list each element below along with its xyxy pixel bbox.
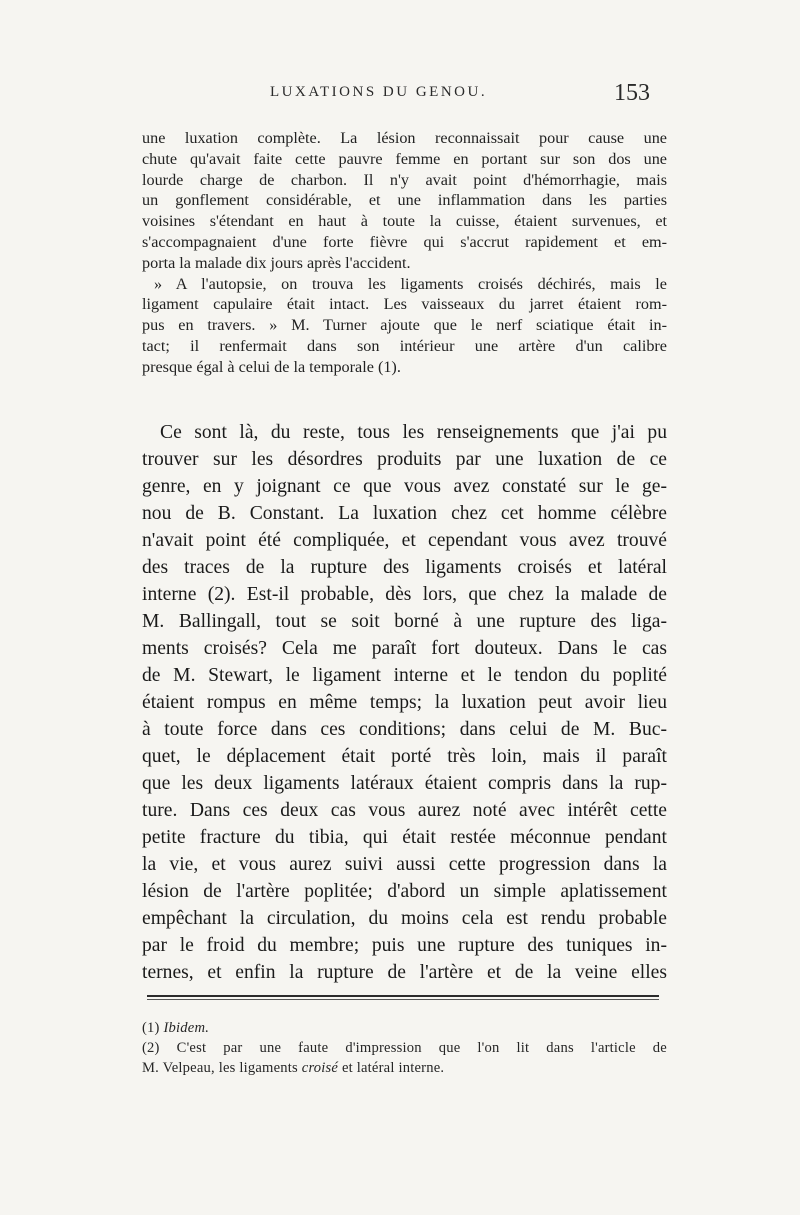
text-line: Ce sont là, du reste, tous les renseignements que j'ai pu bbox=[160, 422, 667, 443]
running-head bbox=[0, 80, 800, 110]
quoted-paragraph bbox=[142, 128, 667, 378]
text-line: de M. Stewart, le ligament interne et le tendon du poplité bbox=[142, 665, 667, 686]
text-line: chute qu'avait faite cette pauvre femme en portant sur son dos une bbox=[142, 149, 667, 168]
main-paragraph bbox=[142, 419, 667, 986]
text-line: pus en travers. » M. Turner ajoute que le nerf sciatique était in- bbox=[142, 316, 667, 335]
text-line: s'accompagnaient d'une forte fièvre qui s'accrut rapidement et em- bbox=[142, 232, 667, 251]
text-line: ligament capulaire était intact. Les vaisseaux du jarret étaient rom- bbox=[142, 295, 667, 314]
footnote-2 bbox=[142, 1038, 667, 1058]
text-line: la vie, et vous aurez suivi aussi cette progression dans la bbox=[142, 854, 667, 875]
text-line: ments croisés? Cela me paraît fort douteux. Dans le cas bbox=[142, 638, 667, 659]
footnote-divider-thin bbox=[147, 999, 659, 1000]
footnote-text: C'est par une faute d'impression que l'on lit dans l'article de bbox=[176, 1040, 667, 1056]
footnote-emphasis: croisé bbox=[301, 1060, 339, 1076]
text-line: lésion de l'artère poplitée; d'abord un simple aplatissement bbox=[142, 881, 667, 902]
footnote-text: et latéral interne. bbox=[341, 1060, 445, 1076]
text-line: porta la malade dix jours après l'accident. bbox=[142, 253, 411, 272]
footnote-marker: (2) bbox=[142, 1040, 160, 1056]
text-line: nou de B. Constant. La luxation chez cet homme célèbre bbox=[142, 503, 667, 524]
footnote-marker: (1) bbox=[142, 1020, 160, 1036]
text-line: n'avait point été compliquée, et cependant vous avez trouvé bbox=[142, 530, 667, 551]
footnotes bbox=[142, 1018, 667, 1078]
footnote-divider bbox=[147, 995, 659, 997]
footnote-2-continued bbox=[142, 1058, 667, 1078]
running-title: LUXATIONS DU GENOU. bbox=[270, 84, 488, 100]
text-line: une luxation complète. La lésion reconnaissait pour cause une bbox=[142, 129, 667, 147]
footnote-text: Ibidem. bbox=[163, 1020, 210, 1036]
text-line: M. Ballingall, tout se soit borné à une rupture des liga- bbox=[142, 611, 667, 632]
text-line: à toute force dans ces conditions; dans celui de M. Buc- bbox=[142, 719, 667, 740]
footnote-1 bbox=[142, 1018, 667, 1038]
text-line: ternes, et enfin la rupture de l'artère et de la veine elles bbox=[142, 962, 667, 983]
text-line: par le froid du membre; puis une rupture des tuniques in- bbox=[142, 935, 667, 956]
text-line: tact; il renfermait dans son intérieur une artère d'un calibre bbox=[142, 336, 667, 355]
text-line: » A l'autopsie, on trouva les ligaments croisés déchirés, mais le bbox=[154, 274, 667, 293]
text-line: genre, en y joignant ce que vous avez constaté sur le ge- bbox=[142, 476, 667, 497]
text-line: interne (2). Est-il probable, dès lors, que chez la malade de bbox=[142, 584, 667, 605]
text-line: trouver sur les désordres produits par une luxation de ce bbox=[142, 449, 667, 470]
page-number: 153 bbox=[614, 80, 650, 106]
text-line: petite fracture du tibia, qui était restée méconnue pendant bbox=[142, 827, 667, 848]
text-line: presque égal à celui de la temporale (1). bbox=[142, 357, 401, 376]
text-line: un gonflement considérable, et une inflammation dans les parties bbox=[142, 191, 667, 210]
text-line: voisines s'étendant en haut à toute la cuisse, étaient survenues, et bbox=[142, 212, 667, 231]
text-line: lourde charge de charbon. Il n'y avait point d'hémorrhagie, mais bbox=[142, 170, 667, 189]
text-line: des traces de la rupture des ligaments croisés et latéral bbox=[142, 557, 667, 578]
text-line: empêchant la circulation, du moins cela est rendu probable bbox=[142, 908, 667, 929]
text-line: étaient rompus en même temps; la luxation peut avoir lieu bbox=[142, 692, 667, 713]
footnote-text: M. Velpeau, les ligaments bbox=[142, 1060, 298, 1076]
text-line: quet, le déplacement était porté très loin, mais il paraît bbox=[142, 746, 667, 767]
text-line: ture. Dans ces deux cas vous aurez noté avec intérêt cette bbox=[142, 800, 667, 821]
text-line: que les deux ligaments latéraux étaient compris dans la rup- bbox=[142, 773, 667, 794]
